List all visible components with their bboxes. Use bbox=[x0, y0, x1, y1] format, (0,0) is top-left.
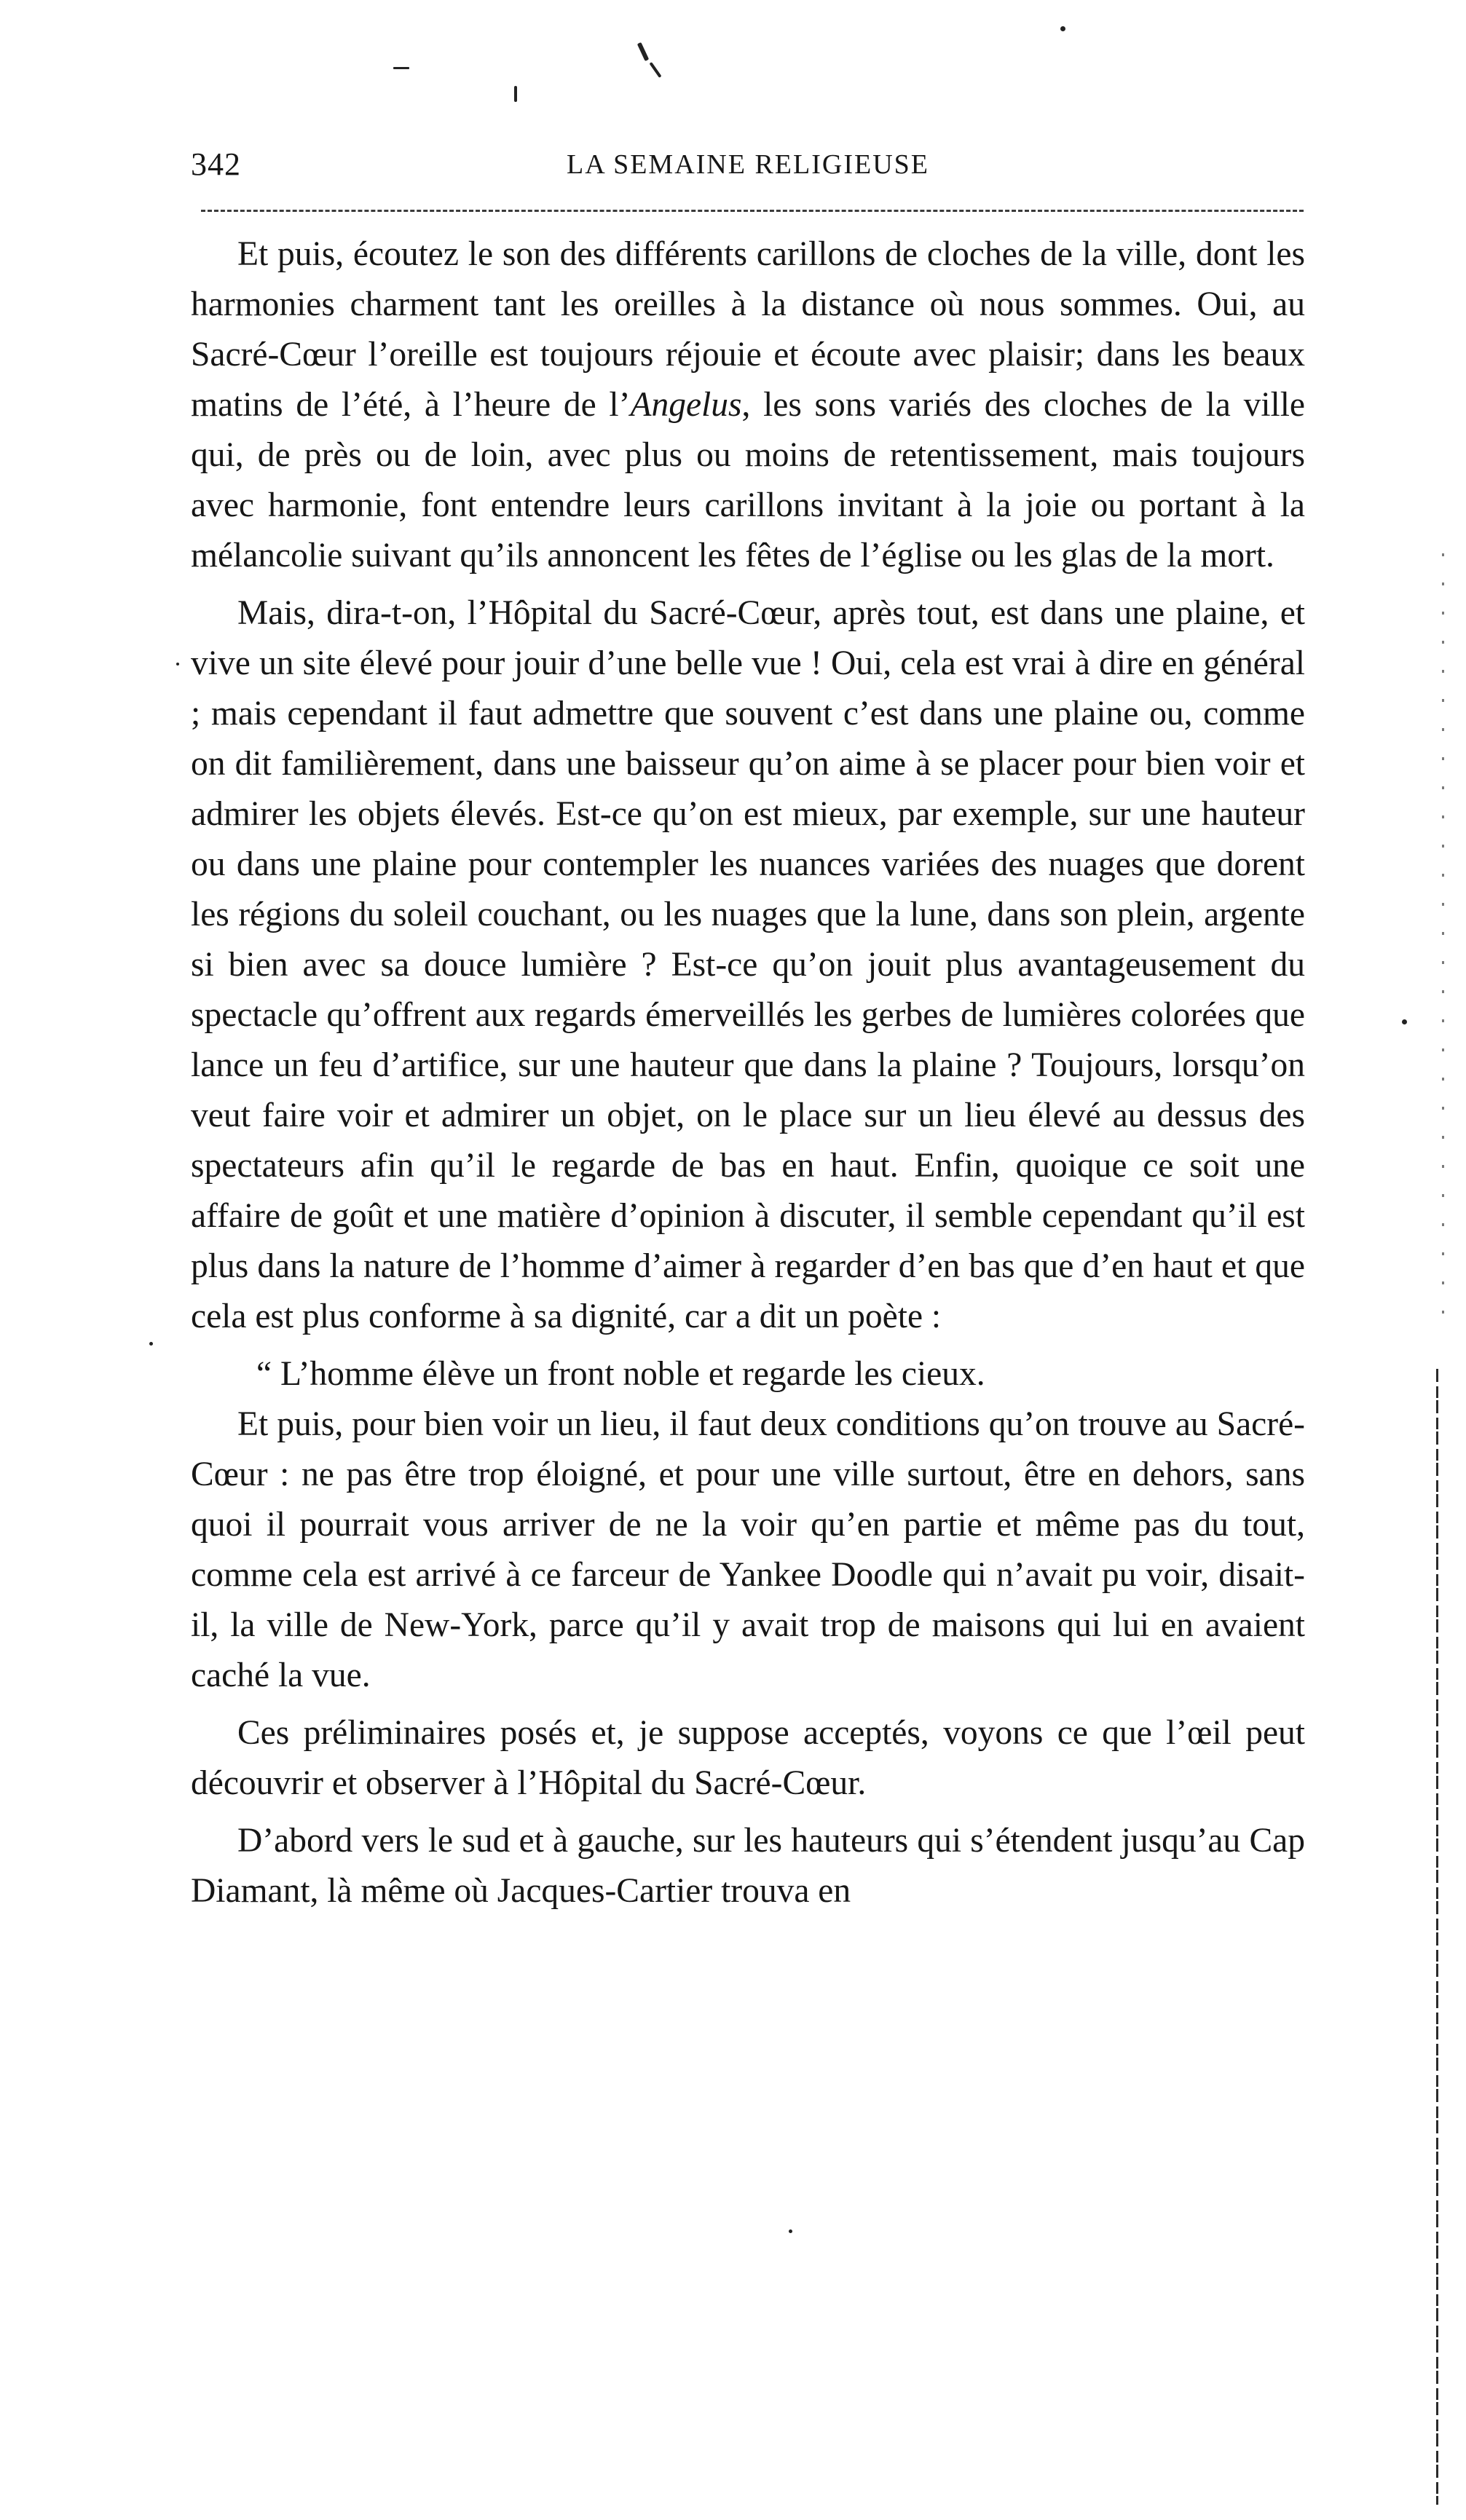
paragraph-carillons bbox=[191, 229, 1305, 581]
scan-speck bbox=[1402, 1019, 1407, 1024]
paragraph-conditions: Et puis, pour bien voir un lieu, il faut deux conditions qu’on trouve au Sacré-Cœur : ne pas être trop éloigné, et pour une ville surtout, être en dehors, sans quoi il pourrait vous arriver de ne la voir qu’en partie et même pas du tout, comme cela est arrivé à ce farceur de Yankee Doodle qui n’avait pu voir, disait-il, la ville de New-York, parce qu’il y avait trop de maisons qui lui en avaient caché la vue. bbox=[191, 1405, 1305, 1694]
scan-speck bbox=[1060, 26, 1065, 31]
paragraph-plaine: Mais, dira-t-on, l’Hôpital du Sacré-Cœur, après tout, est dans une plaine, et vive un site élevé pour jouir d’une belle vue ! Oui, cela est vrai à dire en général ; mais cependant il faut admettre que souvent c’est dans une plaine ou, comme on dit familièrement, dans une baisseur qu’on aime à se placer pour bien voir et admirer les objets élevés. Est-ce qu’on est mieux, par exemple, sur une hauteur ou dans une plaine pour contempler les nuances variées des nuages que dorent les régions du soleil couchant, ou les nuages que la lune, dans son plein, argente si bien avec sa douce lumière ? Est-ce qu’on jouit plus avantageusement du spectacle qu’offrent aux regards émerveillés les gerbes de lumières colorées que lance un feu d’artifice, sur une hauteur que dans la plaine ? Toujours, lorsqu’on veut faire voir et admirer un objet, on le place sur un lieu élevé au dessus des spectateurs afin qu’il le regarde de bas en haut. Enfin, quoique ce soit une affaire de goût et une matière d’opinion à discuter, il semble cependant qu’il est plus dans la nature de l’homme d’aimer à regarder d’en bas que d’en haut et que cela est plus conforme à sa dignité, car a dit un poète : bbox=[191, 594, 1305, 1335]
paragraph-carillons-text: Et puis, écoutez le son des différents carillons de cloches de la ville, dont les harmonies charment tant les oreilles à la distance où nous sommes. Oui, au Sacré-Cœur l’oreille est toujours réjouie et écoute avec plaisir; dans les beaux matins de l’été, à l’heure de l’ bbox=[191, 235, 1305, 424]
scan-speck bbox=[637, 42, 649, 61]
scan-page-edge bbox=[1436, 1369, 1438, 2505]
scan-speck bbox=[149, 1342, 153, 1346]
header-rule bbox=[201, 210, 1304, 212]
paragraph-preliminaires: Ces préliminaires posés et, je suppose acceptés, voyons ce que l’œil peut découvrir et observer à l’Hôpital du Sacré-Cœur. bbox=[191, 1714, 1305, 1802]
scan-speck bbox=[176, 663, 179, 665]
scan-speck bbox=[789, 2229, 792, 2233]
scan-speck bbox=[514, 86, 517, 102]
poet-quote: “ L’homme élève un front noble et regarde les cieux. bbox=[256, 1355, 985, 1393]
scan-speck bbox=[649, 62, 661, 78]
scan-edge-marks bbox=[1442, 553, 1444, 1325]
page-number: 342 bbox=[191, 146, 241, 182]
scan-speck bbox=[393, 67, 409, 69]
paragraph-carillons-rest: , les sons variés des cloches de la ville qui, de près ou de loin, avec plus ou moins de retentissement, mais toujours avec harmonie, font entendre leurs carillons invitant à la joie ou portant à la mélancolie suivant qu’ils annoncent les fêtes de l’église ou les glas de la mort. bbox=[191, 386, 1305, 574]
body-text bbox=[191, 229, 1305, 1924]
running-title: LA SEMAINE RELIGIEUSE bbox=[567, 149, 929, 180]
paragraph-cap-diamant: D’abord vers le sud et à gauche, sur les hauteurs qui s’étendent jusqu’au Cap Diamant, là même où Jacques-Cartier trouva en bbox=[191, 1822, 1305, 1910]
angelus-word: Angelus bbox=[630, 386, 742, 424]
running-header bbox=[191, 146, 1305, 189]
